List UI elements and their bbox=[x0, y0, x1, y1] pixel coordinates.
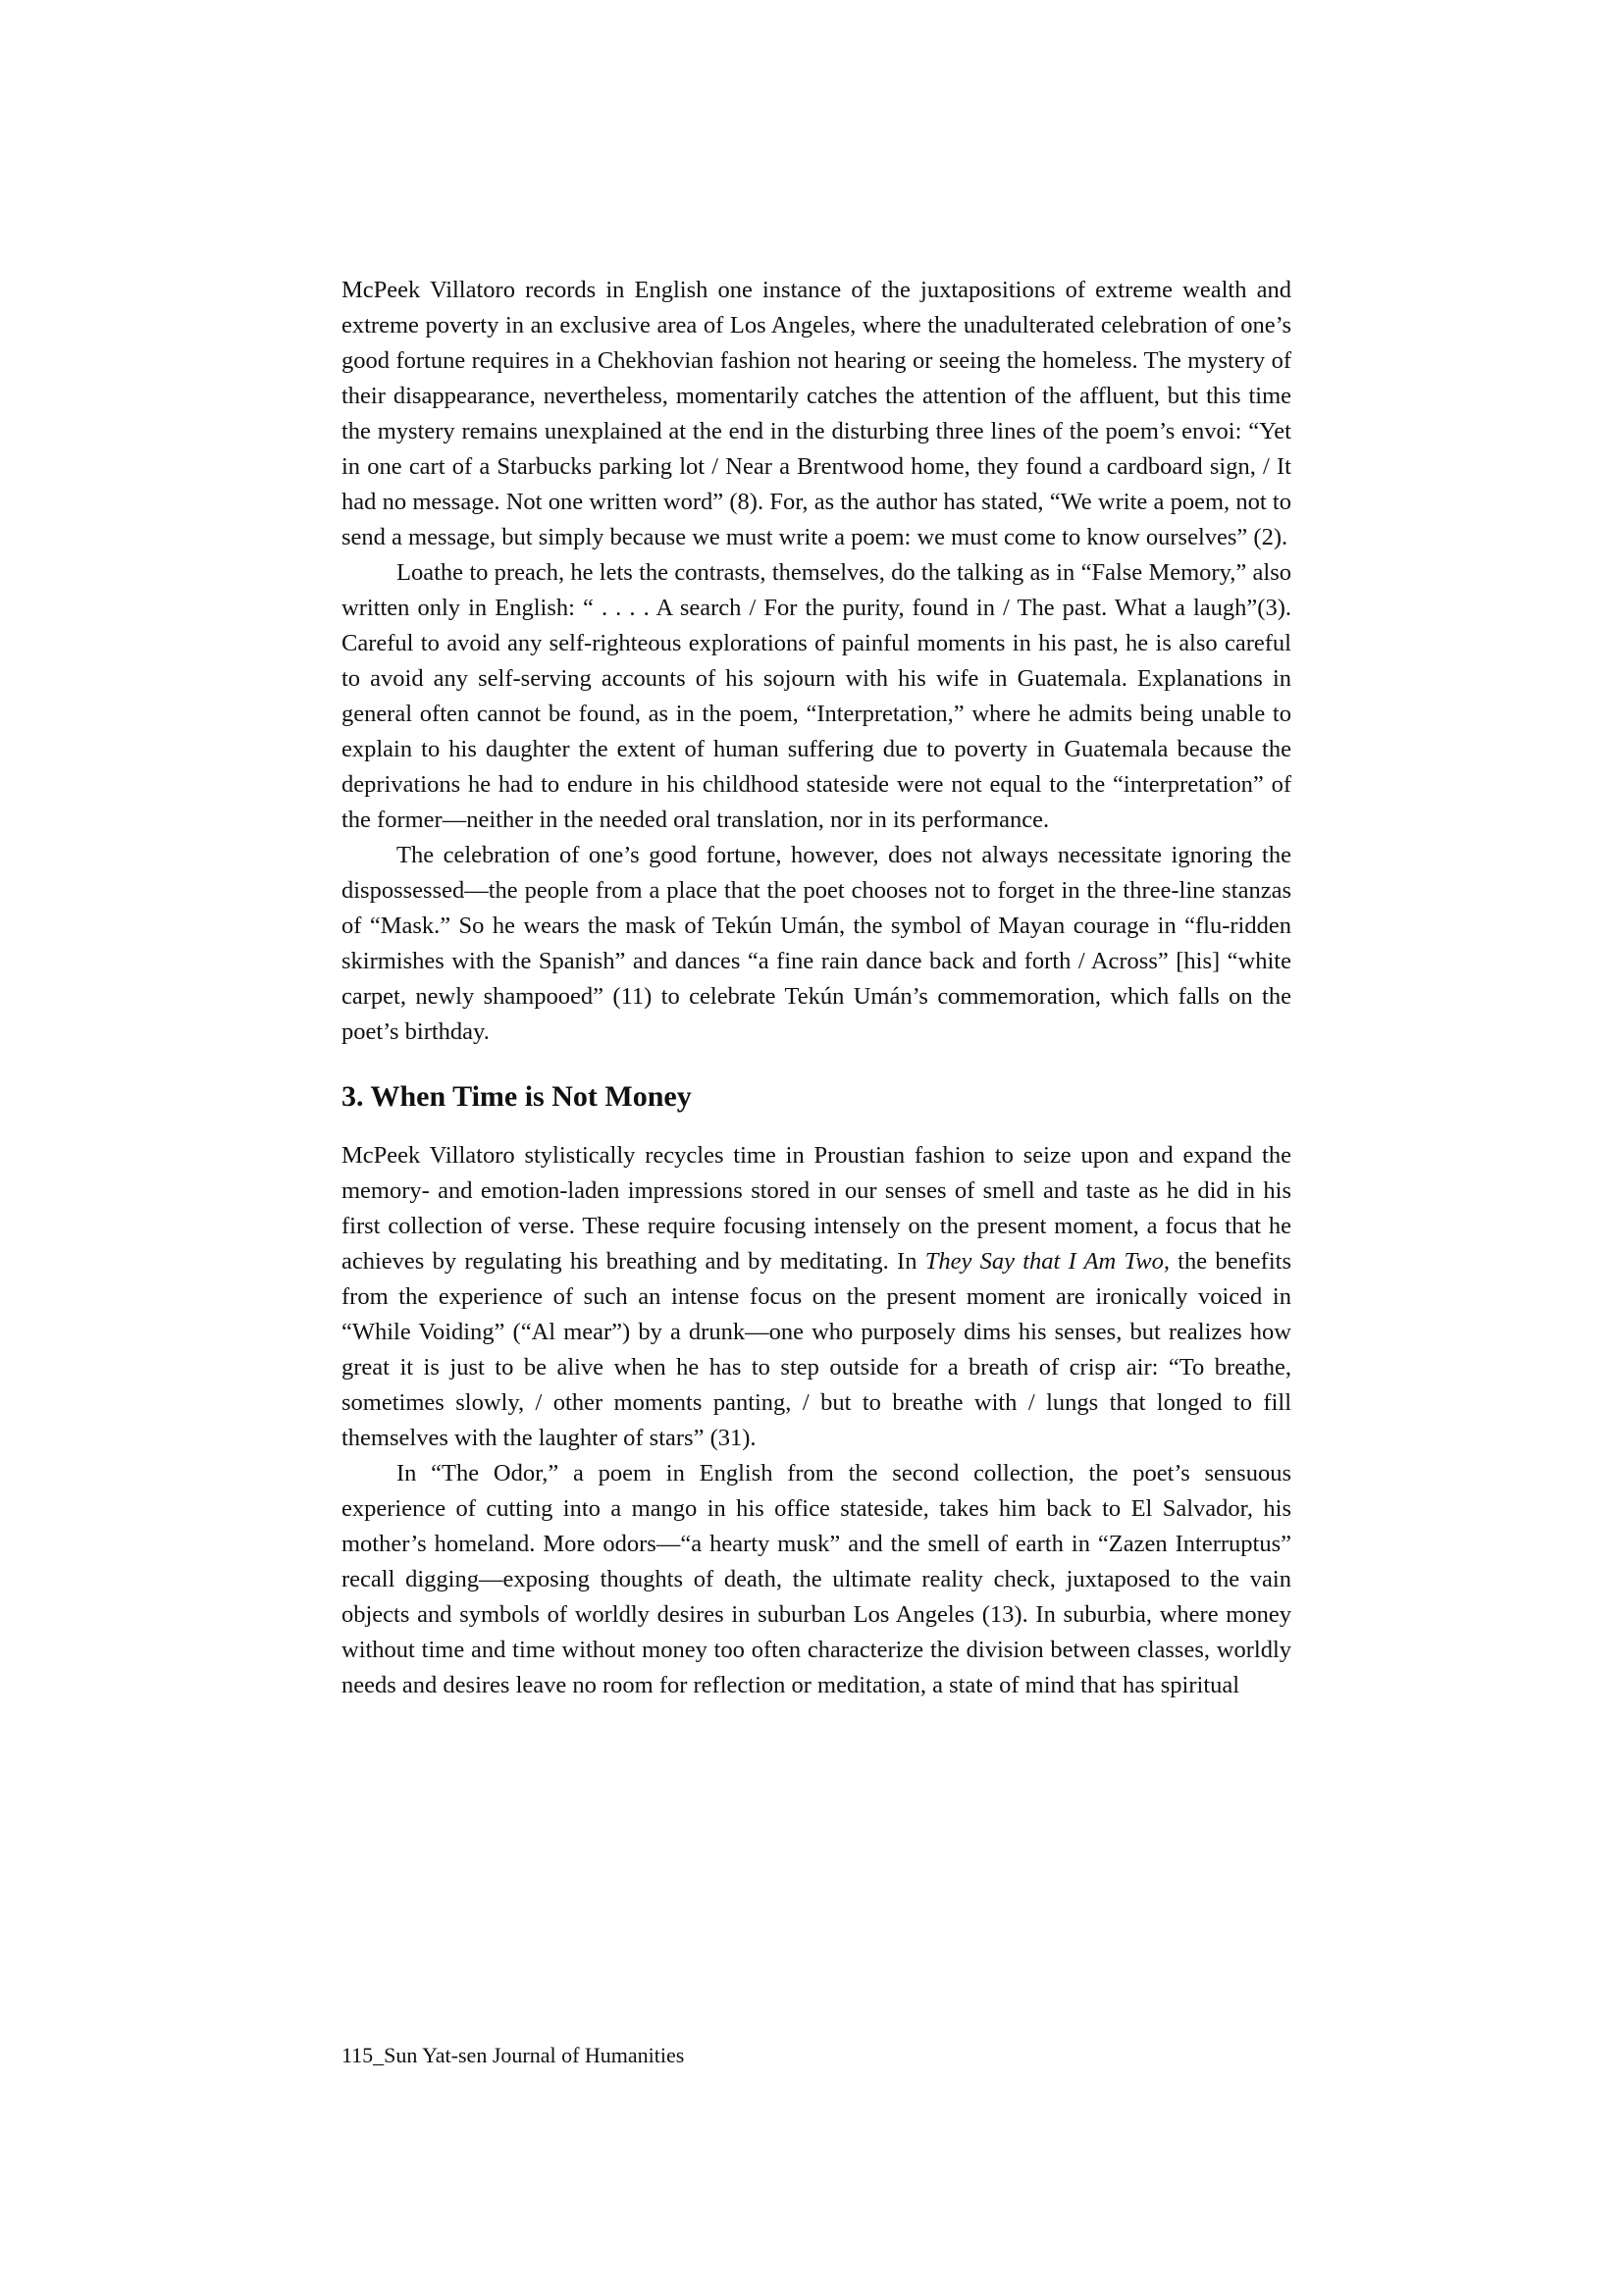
body-paragraph: McPeek Villatoro records in English one instance of the juxtapositions of extreme wealth and extreme poverty in an exclusive area of Los Angeles, where the unadulterated celebration of one’s good fortune requires in a Chekhovian fashion not hearing or seeing the homeless. The mystery of their disappearance, nevertheless, momentarily catches the attention of the affluent, but this time the mystery remains unexplained at the end in the disturbing three lines of the poem’s envoi: “Yet in one cart of a Starbucks parking lot / Near a Brentwood home, they found a cardboard sign, / It had no message. Not one written word” (8). For, as the author has stated, “We write a poem, not to send a message, but simply because we must write a poem: we must come to know ourselves” (2). bbox=[341, 277, 1291, 550]
page-body bbox=[341, 273, 1291, 1703]
paragraph-text: the benefits from the experience of such an intense focus on the present moment are ironically voiced in “While Voiding” (“Al mear”) by a drunk—one who purposely dims his senses, but realizes how great it is just to be alive when he has to step outside for a breath of crisp air: “To breathe, sometimes slowly, / other moments panting, / but to breathe with / lungs that longed to fill themselves with the laughter of stars” (31). bbox=[341, 1248, 1291, 1451]
paragraph-text: McPeek Villatoro stylistically recycles time in Proustian fashion to seize upon and expand the memory- and emotion-laden impressions stored in our senses of smell and taste as he did in his first collection of verse. These require focusing intensely on the present moment, a focus that he achieves by regulating his breathing and by meditating. In bbox=[341, 1142, 1291, 1275]
section-heading: 3. When Time is Not Money bbox=[341, 1080, 692, 1113]
body-paragraph: The celebration of one’s good fortune, however, does not always necessitate ignoring the dispossessed—the people from a place that the poet chooses not to forget in the three-line stanzas of “Mask.” So he wears the mask of Tekún Umán, the symbol of Mayan courage in “flu-ridden skirmishes with the Spanish” and dances “a fine rain dance back and forth / Across” [his] “white carpet, newly shampooed” (11) to celebrate Tekún Umán’s commemoration, which falls on the poet’s birthday. bbox=[341, 842, 1291, 1045]
book-title: They Say that I Am Two, bbox=[924, 1248, 1170, 1275]
body-paragraph bbox=[341, 1138, 1291, 1456]
body-paragraph: Loathe to preach, he lets the contrasts, themselves, do the talking as in “False Memory,” also written only in English: “ . . . . A search / For the purity, found in / The past. What a laugh”(3). Careful to avoid any self-righteous explorations of painful moments in his past, he is also careful to avoid any self-serving accounts of his sojourn with his wife in Guatemala. Explanations in general often cannot be found, as in the poem, “Interpretation,” where he admits being unable to explain to his daughter the extent of human suffering due to poverty in Guatemala because the deprivations he had to endure in his childhood stateside were not equal to the “interpretation” of the former—neither in the needed oral translation, nor in its performance. bbox=[341, 559, 1291, 833]
page-footer: 115_Sun Yat-sen Journal of Humanities bbox=[341, 2043, 685, 2067]
body-paragraph: In “The Odor,” a poem in English from the second collection, the poet’s sensuous experience of cutting into a mango in his office stateside, takes him back to El Salvador, his mother’s homeland. More odors—“a hearty musk” and the smell of earth in “Zazen Interruptus” recall digging—exposing thoughts of death, the ultimate reality check, juxtaposed to the vain objects and symbols of worldly desires in suburban Los Angeles (13). In suburbia, where money without time and time without money too often characterize the division between classes, worldly needs and desires leave no room for reflection or meditation, a state of mind that has spiritual bbox=[341, 1460, 1291, 1698]
